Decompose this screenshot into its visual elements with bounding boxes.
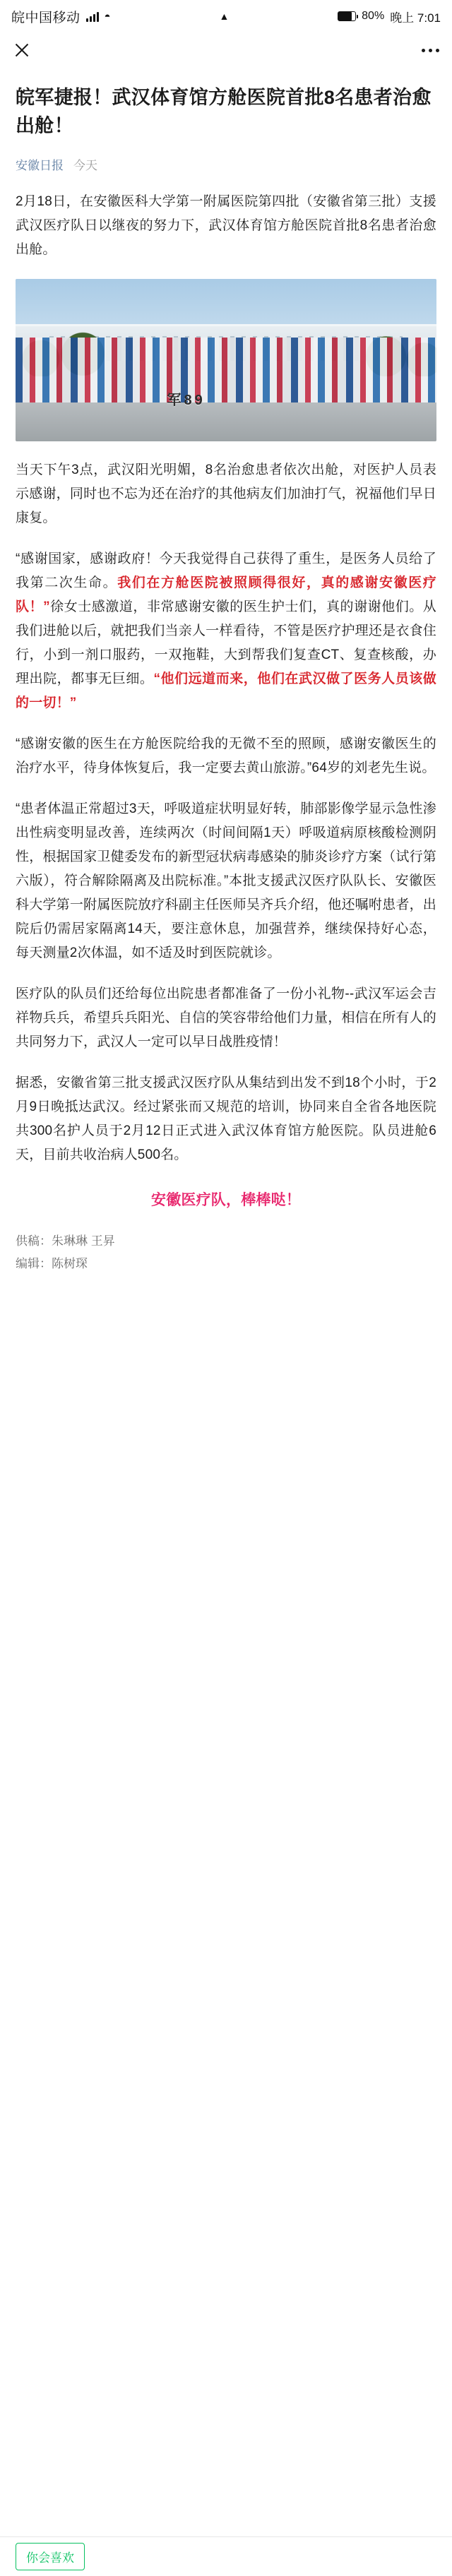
wifi-icon: ◓ xyxy=(104,10,111,23)
photo-caption-overlay: 军89 xyxy=(167,393,206,408)
paragraph-2: 当天下午3点，武汉阳光明媚，8名治愈患者依次出舱，对医护人员表示感谢，同时也不忘为还在治疗的其他病友们加油打气，祝福他们早日康复。 xyxy=(16,463,436,525)
article-date: 今天 xyxy=(73,159,97,172)
more-dots-icon[interactable] xyxy=(422,49,439,52)
status-bar-right xyxy=(338,8,441,25)
navigation-bar xyxy=(0,32,452,68)
paragraph-6: 医疗队的队员们还给每位出院患者都准备了一份小礼物--武汉军运会吉祥物兵兵，希望兵兵阳光、自信的笑容带给他们力量，相信在所有人的共同努力下，武汉人一定可以早日战胜疫情！ xyxy=(16,986,436,1049)
paragraph-5: “患者体温正常超过3天，呼吸道症状明显好转，肺部影像学显示急性渗出性病变明显改善，连续两次（时间间隔1天）呼吸道病原核酸检测阴性，根据国家卫健委发布的新型冠状病毒感染的肺炎诊疗方案（试行第六版），符合解除隔离及出院标准。”本批支援武汉医疗队队长、安徽医科大学第一附属医院放疗科副主任医师吴齐兵介绍，他还嘱咐患者，出院后仍需居家隔离14天，要注意休息，加强营养，继续保持好心态，每天测量2次体温，如不适及时到医院就诊。 xyxy=(16,801,436,960)
status-bar-middle xyxy=(111,11,338,22)
paragraph-3-seg-1: “感谢国家，感谢政府！今天我觉得自己获得了重生，是医务人员给了我第二次生命。 xyxy=(16,551,436,590)
credit-editor: 编辑：陈树琛 xyxy=(16,1257,88,1270)
paragraph-3-seg-3: 徐女士感激道，非常感谢安徽的医生护士们，真的谢谢他们。从我们进舱以后，就把我们当亲人一样看待，不管是医疗护理还是衣食住行，小到一剂口服药，一双拖鞋，大到帮我们复查CT、复查核酸，办理出院，都事无巨细。 xyxy=(16,600,436,686)
photo-ground xyxy=(16,402,436,441)
paragraph-slogan: 安徽医疗队，棒棒哒！ xyxy=(151,1192,301,1208)
signal-bars-icon xyxy=(86,11,99,22)
carrier-label: 皖中国移动 xyxy=(11,10,81,25)
paragraph-3-seg-2-highlight: 我们在方舱医院被照顾得很好，真的感谢安徽医疗队！” xyxy=(16,576,436,614)
location-arrow-icon: ▲ xyxy=(219,11,230,22)
group-photo-medical-team xyxy=(16,279,436,441)
credit-contributors: 供稿：朱琳琳 王昇 xyxy=(16,1234,115,1248)
article-meta xyxy=(16,155,436,173)
article-source-link[interactable]: 安徽日报 xyxy=(16,159,64,172)
photo-crowd xyxy=(16,338,436,406)
paragraph-3-seg-4-highlight: “他们远道而来，他们在武汉做了医务人员该做的一切！” xyxy=(16,672,436,710)
close-icon[interactable] xyxy=(13,41,31,59)
you-may-like-button[interactable]: 你会喜欢 xyxy=(16,2543,85,2570)
battery-percent-label: 80% xyxy=(362,10,385,22)
paragraph-7: 据悉，安徽省第三批支援武汉医疗队从集结到出发不到18个小时，于2月9日晚抵达武汉。经过紧张而又规范的培训，协同来自全省各地医院共300名护人员于2月12日正式进入武汉体育馆方舱医院。队员进舱6天，目前共收治病人500名。 xyxy=(16,1075,436,1162)
footer-bar xyxy=(0,2536,452,2576)
paragraph-1: 2月18日，在安徽医科大学第一附属医院第四批（安徽省第三批）支援武汉医疗队日以继夜的努力下，武汉体育馆方舱医院首批8名患者治愈出舱。 xyxy=(16,194,436,257)
paragraph-3 xyxy=(16,547,436,715)
article-body xyxy=(0,68,452,1275)
page-title: 皖军捷报！武汉体育馆方舱医院首批8名患者治愈出舱！ xyxy=(16,87,432,136)
paragraph-4: “感谢安徽的医生在方舱医院给我的无微不至的照顾，感谢安徽医生的治疗水平，待身体恢复后，我一定要去黄山旅游。”64岁的刘老先生说。 xyxy=(16,737,436,775)
battery-icon xyxy=(338,11,356,21)
status-bar-left xyxy=(11,7,111,26)
status-bar xyxy=(0,0,452,32)
clock-label: 晚上 7:01 xyxy=(390,11,441,25)
